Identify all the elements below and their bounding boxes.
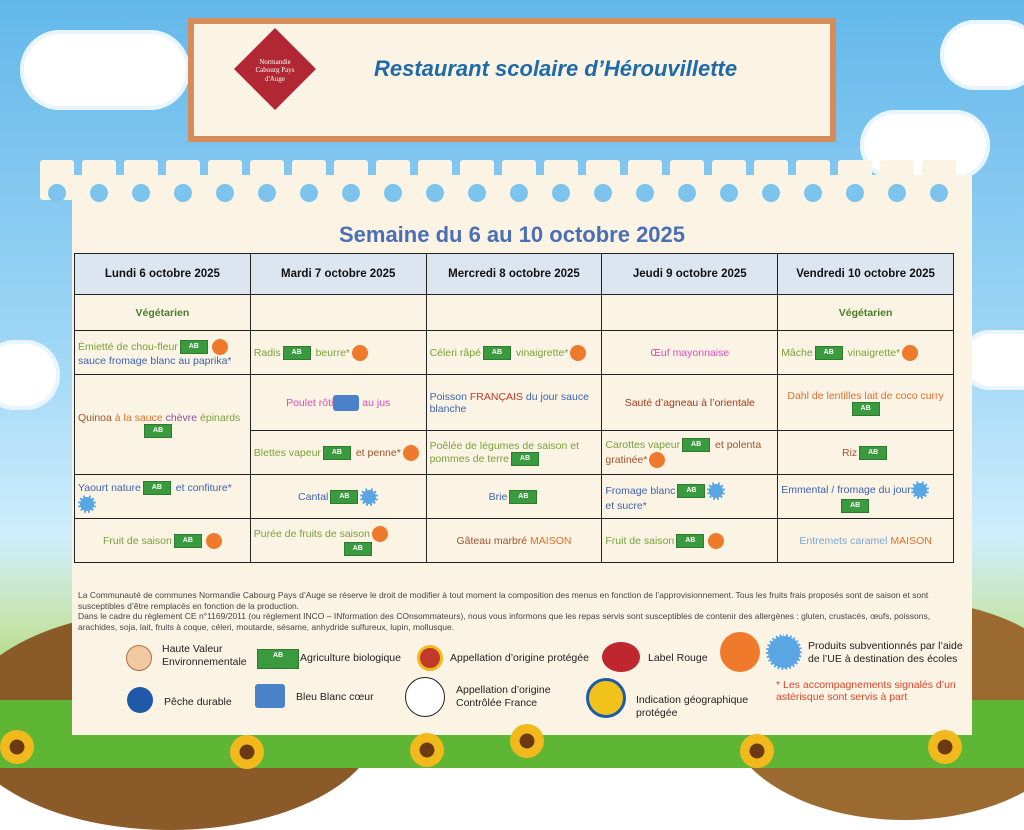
dairy-cell: Fromage blancAB et sucre* — [602, 475, 778, 519]
page-title: Restaurant scolaire d’Hérouvillette — [374, 56, 738, 81]
day-header: Lundi 6 octobre 2025 — [75, 254, 251, 295]
cloud — [20, 30, 190, 110]
main-cell: Dahl de lentilles lait de coco curry AB — [778, 375, 954, 431]
side-cell: RizAB — [778, 431, 954, 475]
eu-school-icon — [766, 634, 802, 670]
legend-hve: Haute Valeur Environnementale — [162, 643, 247, 669]
organic-icon — [677, 484, 705, 498]
organic-icon — [180, 340, 208, 354]
legend-igp: Indication géographique protégée — [636, 694, 749, 720]
bleu-blanc-coeur-icon — [255, 684, 285, 708]
sunflower — [410, 733, 444, 767]
sunflower — [0, 730, 34, 764]
organic-icon — [323, 446, 351, 460]
starter-cell: Céleri râpéAB vinaigrette* — [426, 331, 602, 375]
notes — [78, 590, 948, 633]
day-header: Jeudi 9 octobre 2025 — [602, 254, 778, 295]
day-header: Vendredi 10 octobre 2025 — [778, 254, 954, 295]
fruit-at-school-icon — [720, 632, 760, 672]
fruit-icon — [570, 345, 586, 361]
aoc-icon — [405, 677, 445, 717]
organic-icon — [344, 542, 372, 556]
paper-tabs — [40, 160, 990, 200]
starter-cell: Émietté de chou-fleurAB sauce fromage blanc au paprika* — [75, 331, 251, 375]
label-rouge-icon — [602, 642, 640, 672]
eu-school-icon — [707, 482, 725, 500]
eu-school-icon — [360, 488, 378, 506]
side-cell: Poêlée de légumes de saison et pommes de terreAB — [426, 431, 602, 475]
organic-icon — [815, 346, 843, 360]
legend-bbc: Bleu Blanc cœur — [296, 691, 374, 703]
fruit-icon — [352, 345, 368, 361]
organic-icon — [511, 452, 539, 466]
starter-cell: MâcheAB vinaigrette* — [778, 331, 954, 375]
main-cell: Poisson FRANÇAIS du jour sauce blanche — [426, 375, 602, 431]
dairy-cell: CantalAB — [250, 475, 426, 519]
menu-table — [74, 253, 954, 563]
legend-eu: Produits subventionnés par l’aide de l’UE à destination des écoles — [808, 640, 963, 666]
organic-icon — [859, 446, 887, 460]
organic-icon — [841, 499, 869, 513]
organic-icon — [144, 424, 172, 438]
side-cell: Carottes vapeurAB et polenta gratinée* — [602, 431, 778, 475]
organic-icon — [143, 481, 171, 495]
note-paragraph: Dans le cadre du règlement CE n°1169/2011 (ou règlement INCO – INformation des COnsommateurs), nous vous informons que les repas servis sont susceptibles de contenir des allergènes : gluten, crustacés, œufs, poissons, arachides, soja, lait, fruits à coque, céleri, moutarde, sésame, anhydride sulfureux, lupin, mollusque. — [78, 611, 931, 632]
legend-label-rouge: Label Rouge — [648, 652, 708, 664]
vegetarian-label: Végétarien — [75, 295, 251, 331]
main-cell: Quinoa à la sauce chèvre épinards AB — [75, 375, 251, 475]
fruit-icon — [212, 339, 228, 355]
organic-icon — [509, 490, 537, 504]
legend-aoc: Appellation d’origine Contrôlée France — [456, 684, 551, 710]
dairy-cell: Emmental / fromage du jour AB — [778, 475, 954, 519]
vegetarian-label: Végétarien — [778, 295, 954, 331]
main-cell: Poulet rôti au jus — [250, 375, 426, 431]
sunflower — [740, 734, 774, 768]
day-header: Mercredi 8 octobre 2025 — [426, 254, 602, 295]
day-header: Mardi 7 octobre 2025 — [250, 254, 426, 295]
table-row — [75, 475, 954, 519]
aop-icon — [417, 645, 443, 671]
fruit-icon — [649, 452, 665, 468]
eu-school-icon — [911, 481, 929, 499]
sunflower — [230, 735, 264, 769]
dessert-cell: Fruit de saisonAB — [75, 519, 251, 563]
organic-icon — [852, 402, 880, 416]
table-header-row — [75, 254, 954, 295]
starter-cell: Œuf mayonnaise — [602, 331, 778, 375]
legend-bio: Agriculture biologique — [300, 652, 401, 664]
dessert-cell: Entremets caramel MAISON — [778, 519, 954, 563]
organic-icon — [483, 346, 511, 360]
table-row — [75, 375, 954, 431]
dessert-cell: Fruit de saisonAB — [602, 519, 778, 563]
igp-icon — [586, 678, 626, 718]
logo-text: Normandie Cabourg Pays d'Auge — [255, 58, 295, 83]
peche-durable-icon — [127, 687, 153, 713]
dairy-cell: Yaourt natureAB et confiture* — [75, 475, 251, 519]
dessert-cell: Gâteau marbré MAISON — [426, 519, 602, 563]
fruit-icon — [206, 533, 222, 549]
fruit-icon — [902, 345, 918, 361]
bleu-blanc-coeur-icon — [333, 395, 359, 411]
starter-cell: RadisAB beurre* — [250, 331, 426, 375]
fruit-icon — [403, 445, 419, 461]
note-paragraph: La Communauté de communes Normandie Cabourg Pays d’Auge se réserve le droit de modifier à tout moment la composition des menus en fonction de l’approvisionnement. Tous les fruits frais proposés sont de saison et sont susceptibles d’être remplacés en fonction de la production. — [78, 590, 929, 611]
cloud — [940, 20, 1024, 90]
table-row — [75, 295, 954, 331]
table-row — [75, 331, 954, 375]
organic-icon — [283, 346, 311, 360]
organic-icon — [682, 438, 710, 452]
fruit-icon — [708, 533, 724, 549]
organic-icon — [676, 534, 704, 548]
sunflower — [928, 730, 962, 764]
week-title: Semaine du 6 au 10 octobre 2025 — [338, 222, 686, 247]
organic-icon — [174, 534, 202, 548]
side-cell: Blettes vapeurAB et penne* — [250, 431, 426, 475]
dessert-cell: Purée de fruits de saison AB — [250, 519, 426, 563]
organic-icon — [330, 490, 358, 504]
legend-aop: Appellation d’origine protégée — [450, 652, 589, 664]
header-board — [188, 18, 836, 142]
main-cell: Sauté d’agneau à l’orientale — [602, 375, 778, 431]
fruit-icon — [372, 526, 388, 542]
organic-icon — [257, 649, 299, 669]
sunflower — [510, 724, 544, 758]
table-row — [75, 519, 954, 563]
hve-icon — [126, 645, 152, 671]
dairy-cell: BrieAB — [426, 475, 602, 519]
legend-peche: Pêche durable — [164, 696, 232, 708]
eu-school-icon — [78, 495, 96, 513]
asterisk-note: * Les accompagnements signalés d’un astérisque sont servis à part — [776, 679, 956, 703]
